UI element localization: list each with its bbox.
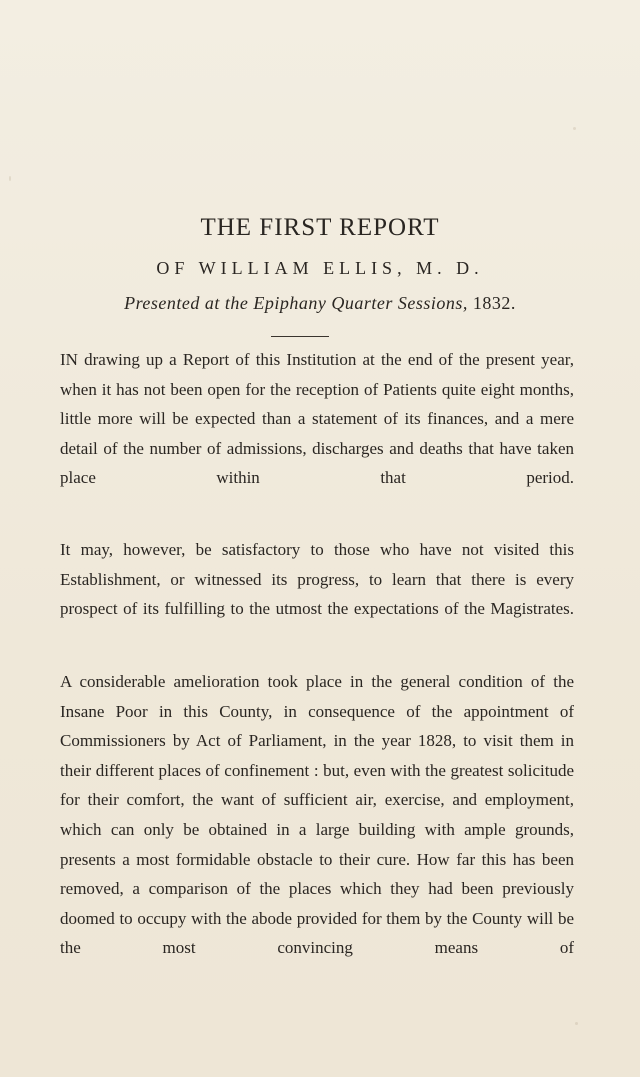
paper-spot	[575, 1022, 578, 1025]
presented-line	[0, 293, 640, 314]
paragraph-3: A considerable amelioration took place in the general condition of the Insane Poor in this County, in consequence of the appointment of Commissioners by Act of Parliament, in the year 1828, to visit them in their different places of confinement : but, even with the greatest solicitude for their comfort, the want of sufficient air, exercise, and employment, which can only be obtained in a large building with ample grounds, presents a most formidable obstacle to their cure. How far this has been removed, a comparison of the places which they had been previously doomed to occupy with the abode provided for them by the County will be the most convincing means of	[60, 672, 574, 958]
paper-spot	[9, 176, 11, 181]
report-author: OF WILLIAM ELLIS, M. D.	[156, 258, 484, 278]
presented-year: 1832.	[472, 293, 516, 313]
divider-rule	[271, 336, 329, 337]
paragraph-2: It may, however, be satisfactory to those who have not visited this Establishment, or witnessed its progress, to learn that there is every prospect of its fulfilling to the utmost the expectations of the Magistrates.	[60, 540, 574, 619]
paragraph-1: IN drawing up a Report of this Institution at the end of the present year, when it has not been open for the reception of Patients quite eight months, little more will be expected than a statement of its finances, and a mere detail of the number of admissions, discharges and deaths that have taken place within that period.	[60, 350, 574, 488]
report-title: THE FIRST REPORT	[200, 214, 440, 241]
presented-text: Presented at the Epiphany Quarter Sessions,	[124, 293, 468, 313]
paper-spot	[573, 127, 576, 130]
